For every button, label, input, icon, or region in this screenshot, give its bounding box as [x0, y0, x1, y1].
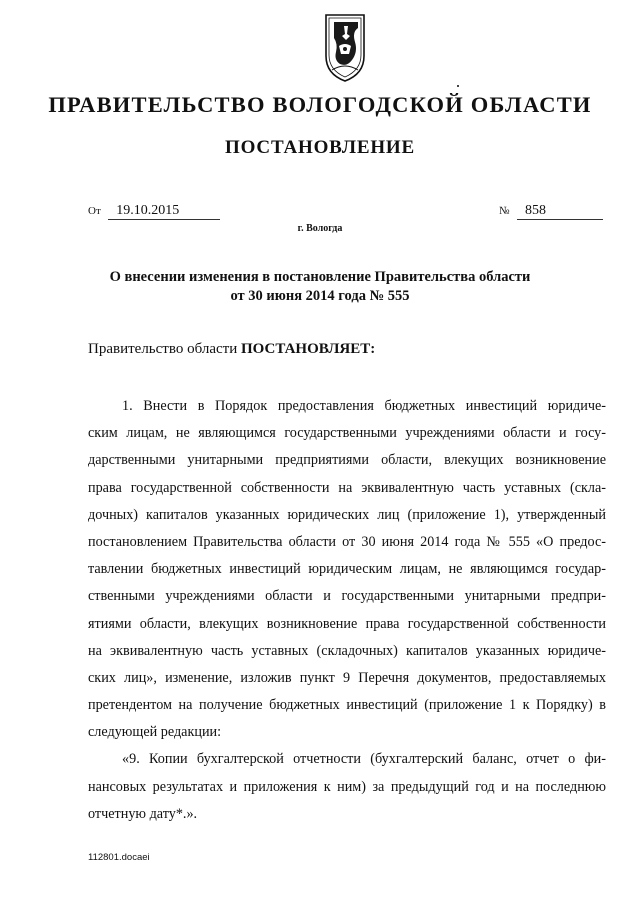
body-line: 1. Внести в Порядок предоставления бюджетных инвестиций юридиче-: [122, 398, 606, 414]
body-line: «9. Копии бухгалтерской отчетности (бухгалтерский баланс, отчет о фи-: [122, 751, 606, 768]
body-line: ственными учреждениями области и государственными унитарными предпри-: [88, 588, 606, 605]
number-field: [499, 203, 603, 220]
stray-mark: [457, 85, 459, 87]
body-line: ятиями области, влекущих возникновение права государственной собственности: [88, 615, 606, 632]
body-line: нансовых результатах и приложения к ним) за предыдущий год и на последнюю: [88, 778, 606, 795]
document-body: [88, 393, 606, 828]
document-subject: [0, 268, 640, 306]
body-line: права государственной собственности на эквивалентную часть уставных (скла-: [88, 479, 606, 496]
body-line: дочных) капиталов указанных юридических лиц (приложение 1), утвержденный: [88, 506, 606, 523]
number-value: 858: [517, 203, 603, 220]
date-field: [88, 203, 220, 220]
date-value: 19.10.2015: [108, 203, 220, 220]
government-title: ПРАВИТЕЛЬСТВО ВОЛОГОДСКОЙ ОБЛАСТИ: [48, 92, 592, 117]
decree-statement: [88, 341, 375, 358]
body-line: ским лицам, не являющимся государственными учреждениями области и госу-: [88, 425, 606, 442]
city-label: г. Вологда: [297, 223, 343, 234]
file-reference: 112801.docaei: [88, 852, 150, 863]
number-label: №: [499, 205, 510, 217]
subject-line: О внесении изменения в постановление Правительства области: [109, 269, 531, 285]
body-line: отчетную дату*.».: [88, 805, 198, 822]
body-line: дарственными унитарными предприятиями области, влекущих возникновение: [88, 452, 606, 469]
body-line: постановлением Правительства области от 30 июня 2014 года № 555 «О предос-: [88, 533, 606, 550]
document-type: ПОСТАНОВЛЕНИЕ: [225, 137, 415, 158]
body-line: тавлении бюджетных инвестиций юридическим лицам, не являющимся государ-: [88, 561, 606, 578]
decree-action: ПОСТАНОВЛЯЕТ:: [240, 341, 376, 357]
subject-line: от 30 июня 2014 года № 555: [230, 288, 410, 304]
body-line: ских лиц», изменение, изложив пункт 9 Перечня документов, предоставляемых: [88, 669, 606, 686]
decree-prefix: Правительство области: [88, 341, 238, 357]
coat-of-arms-emblem: [322, 12, 368, 84]
body-line: следующей редакции:: [88, 724, 222, 741]
body-line: на эквивалентную часть уставных (складочных) капиталов указанных юридиче-: [88, 642, 606, 659]
body-line: претендентом на получение бюджетных инвестиций (приложение 1 к Порядку) в: [88, 697, 606, 714]
date-label: От: [88, 205, 101, 217]
